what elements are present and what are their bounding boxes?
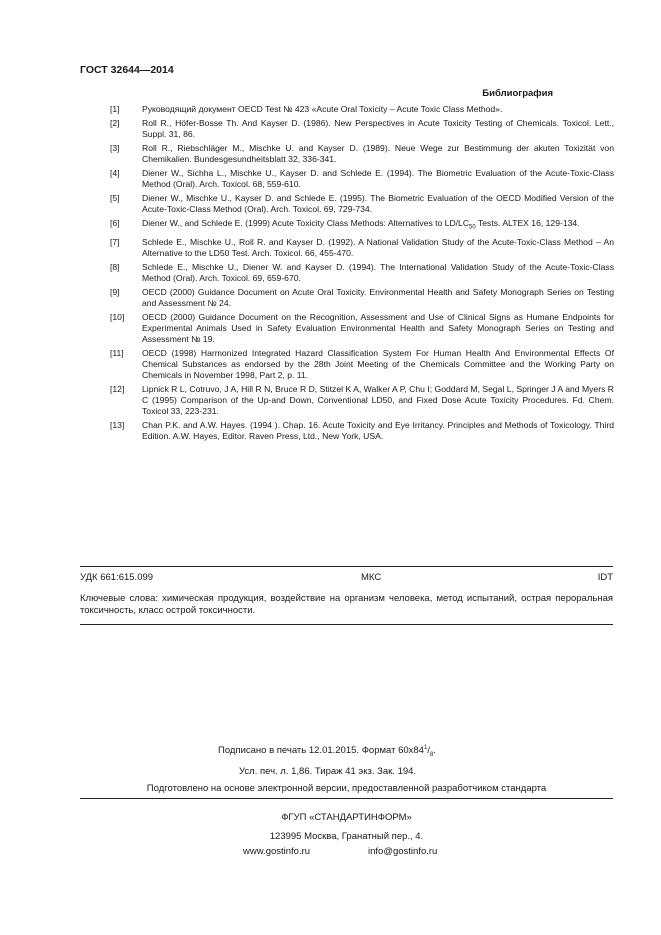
entry-number: [5] bbox=[110, 193, 120, 203]
bibliography-entry bbox=[110, 218, 614, 234]
signed-text: Подписано в печать 12.01.2015. Формат 60x84 bbox=[218, 745, 424, 757]
signed-end: . bbox=[433, 745, 436, 757]
entry-text: Roll R., Riebschläger M., Mischke U. and Kayser D. (1989). Neue Wege zur Bestimmung der akuten Toxizität von Chemikalien. Bundesgesundheitsblatt 32, 336-341. bbox=[142, 143, 614, 164]
entry-number: [10] bbox=[110, 311, 125, 322]
entry-number: [6] bbox=[110, 218, 120, 228]
bibliography-entry bbox=[110, 287, 614, 309]
divider-bottom bbox=[80, 624, 613, 625]
bibliography-title: Библиография bbox=[482, 88, 553, 99]
entry-number: [4] bbox=[110, 168, 120, 178]
entry-number: [1] bbox=[110, 104, 120, 114]
bibliography-entry bbox=[110, 262, 614, 284]
format-sup: 1 bbox=[423, 745, 428, 751]
entry-number: [13] bbox=[110, 419, 125, 430]
website-link[interactable]: www.gostinfo.ru bbox=[243, 846, 311, 857]
entry-number: [8] bbox=[110, 261, 120, 272]
entry-subscript: 50 bbox=[469, 224, 476, 231]
document-id: ГОСТ 32644—2014 bbox=[80, 64, 174, 76]
entry-number: [9] bbox=[110, 286, 120, 297]
publisher-name: ФГУП «СТАНДАРТИНФОРМ» bbox=[281, 812, 412, 823]
format-sub: 8 bbox=[429, 752, 434, 759]
keywords: Ключевые слова: химическая продукция, воздействие на организм человека, метод испытаний, острая пероральная токсичность, класс острой токсичности. bbox=[80, 593, 613, 616]
entry-text: Diener W., Sichha L., Mischke U., Kayser D. and Schlede E. (1994). The Biometric Evaluation of the Acute-Toxic-Class Method (Oral). Arch. Toxicol. 68, 559-610. bbox=[142, 168, 614, 189]
bibliography-entry bbox=[110, 312, 614, 345]
mks-code: МКС bbox=[361, 572, 382, 583]
publisher-address: 123995 Москва, Гранатный пер., 4. bbox=[269, 831, 424, 842]
bibliography-entry bbox=[110, 384, 614, 417]
bibliography-entry bbox=[110, 193, 614, 215]
entry-number: [3] bbox=[110, 143, 120, 153]
format-slash: / bbox=[427, 745, 430, 757]
bibliography-entry bbox=[110, 143, 614, 165]
bibliography-entry bbox=[110, 168, 614, 190]
bibliography-entry bbox=[110, 237, 614, 259]
divider-top bbox=[80, 566, 613, 567]
entry-text bbox=[142, 218, 614, 234]
entry-text: Diener W., Mischke U., Kayser D. and Schlede E. (1995). The Biometric Evaluation of the OECD Modified Version of the Acute-Toxic-Class Method (Oral). Arch. Toxicol. 69, 729-734. bbox=[142, 193, 614, 214]
bibliography-list bbox=[110, 104, 614, 445]
entry-text: Lipnick R L, Cotruvo, J A, Hill R N, Bruce R D, Stitzel K A, Walker A P, Chu I; Goddard M, Segal L, Springer J A and Myers R C (1995) Comparison of the Up-and Down, Conventional LD50, and Fixed Dose Acute Toxicity Procedures. Fd. Chem. Toxicol 33, 223-231. bbox=[142, 383, 614, 416]
udk-code: УДК 661:615.099 bbox=[80, 572, 154, 583]
idt-code: IDT bbox=[597, 572, 613, 583]
prepared-note: Подготовлено на основе электронной версии, предоставленной разработчиком стандарта bbox=[146, 783, 547, 794]
entry-number: [11] bbox=[110, 347, 124, 358]
entry-text: OECD (1998) Harmonized Integrated Hazard Classification System For Human Health And Environmental Effects Of Chemical Substances as endorsed by the 28th Joint Meeting of the Chemicals Committee and the Working Party on Chemicals in November 1998, Part 2, p. 11. bbox=[142, 347, 614, 380]
entry-text-part: Tests. ALTEX 16, 129-134. bbox=[475, 218, 580, 228]
entry-number: [12] bbox=[110, 383, 125, 394]
bibliography-entry bbox=[110, 348, 614, 381]
entry-text: Chan P.K. and A.W. Hayes. (1994 ). Chap. 16. Acute Toxicity and Eye Irritancy. Principles and Methods of Toxicology. Third Edition. A.W. Hayes, Editor. Raven Press, Ltd., New York, USA. bbox=[142, 419, 614, 441]
entry-number: [2] bbox=[110, 118, 120, 128]
bibliography-entry bbox=[110, 118, 614, 140]
print-info: Усл. печ. л. 1,86. Тираж 41 экз. Зак. 194. bbox=[239, 766, 417, 777]
entry-text: Schlede E., Mischke U., Roll R. and Kayser D. (1992). A National Validation Study of the Acute-Toxic-Class Method – An Alternative to the LD50 Test. Arch. Toxicol. 66, 455-470. bbox=[142, 236, 614, 258]
entry-text: Руководящий документ OECD Test № 423 «Acute Oral Toxicity – Acute Toxic Class Method». bbox=[142, 104, 503, 114]
entry-text: Roll R., Höfer-Bosse Th. And Kayser D. (1986). New Perspectives in Acute Toxicity Testing of Chemicals. Toxicol. Lett., Suppl. 31, 86. bbox=[142, 118, 614, 139]
entry-number: [7] bbox=[110, 236, 120, 247]
bibliography-entry bbox=[110, 104, 614, 115]
entry-text: OECD (2000) Guidance Document on Acute Oral Toxicity. Environmental Health and Safety Monograph Series on Testing and Assessment № 24. bbox=[142, 286, 614, 308]
bibliography-entry bbox=[110, 420, 614, 442]
entry-text: OECD (2000) Guidance Document on the Recognition, Assessment and Use of Clinical Signs as Humane Endpoints for Experimental Animals Used in Safety Evaluation Environmental Health and Safety Monograph Series on Testing and Assessment № 19. bbox=[142, 311, 614, 344]
entry-text-part: Diener W., and Schlede E. (1999) Acute Toxicity Class Methods: Alternatives to LD/LC bbox=[142, 218, 470, 228]
entry-text: Schlede E., Mischke U., Diener W. and Kayser D. (1994). The International Validation Study of the Acute-Toxic-Class Method (Oral). Arch. Toxicol. 69, 659-670. bbox=[142, 261, 614, 283]
email-link[interactable]: info@gostinfo.ru bbox=[368, 846, 438, 857]
divider-imprint bbox=[80, 798, 613, 799]
signed-info bbox=[218, 745, 436, 758]
